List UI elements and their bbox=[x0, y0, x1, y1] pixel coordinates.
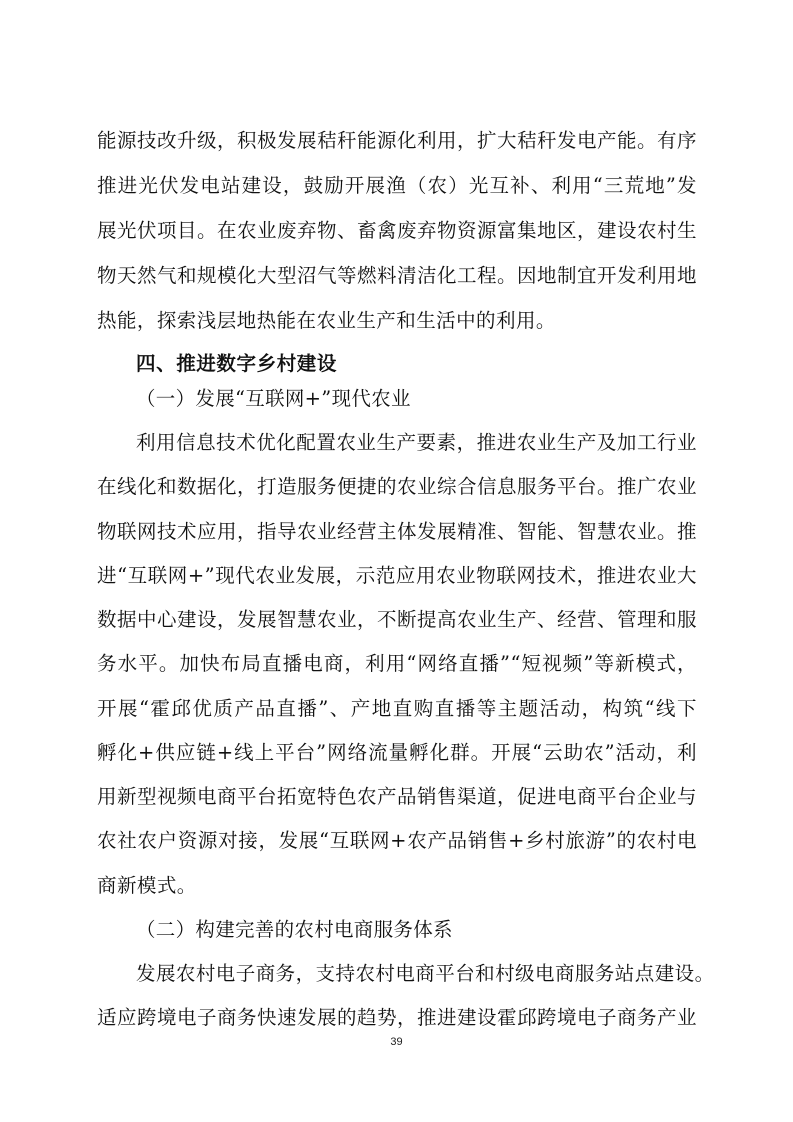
paragraph-line: 适应跨境电子商务快速发展的趋势，推进建设霍邱跨境电子商务产业 bbox=[97, 1006, 697, 1029]
paragraph-line: 孵化+供应链+线上平台”网络流量孵化群。开展“云助农”活动，利 bbox=[97, 741, 697, 764]
subsection-heading: （二）构建完善的农村电商服务体系 bbox=[136, 918, 453, 941]
paragraph-line: 发展农村电子商务，支持农村电商平台和村级电商服务站点建设。 bbox=[136, 962, 715, 985]
subsection-heading: （一）发展“互联网+”现代农业 bbox=[136, 387, 411, 410]
paragraph-line: 在线化和数据化，打造服务便捷的农业综合信息服务平台。推广农业 bbox=[97, 475, 697, 498]
paragraph-line: 开展“霍邱优质产品直播”、产地直购直播等主题活动，构筑“线下 bbox=[97, 697, 697, 720]
paragraph-line: 推进光伏发电站建设，鼓励开展渔（农）光互补、利用“三荒地”发 bbox=[97, 174, 697, 197]
paragraph-line: 数据中心建设，发展智慧农业，不断提高农业生产、经营、管理和服 bbox=[97, 608, 697, 631]
paragraph-line: 展光伏项目。在农业废弃物、畜禽废弃物资源富集地区，建设农村生 bbox=[97, 219, 697, 242]
paragraph-line: 热能，探索浅层地热能在农业生产和生活中的利用。 bbox=[97, 309, 556, 332]
paragraph-line: 农社农户资源对接，发展“互联网+农产品销售+乡村旅游”的农村电 bbox=[97, 829, 697, 852]
paragraph-line: 物联网技术应用，指导农业经营主体发展精准、智能、智慧农业。推 bbox=[97, 520, 697, 543]
paragraph-line: 进“互联网+”现代农业发展，示范应用农业物联网技术，推进农业大 bbox=[97, 564, 697, 587]
paragraph-line: 物天然气和规模化大型沼气等燃料清洁化工程。因地制宜开发利用地 bbox=[97, 264, 697, 287]
paragraph-line: 商新模式。 bbox=[97, 874, 197, 897]
paragraph-line: 用新型视频电商平台拓宽特色农产品销售渠道，促进电商平台企业与 bbox=[97, 785, 697, 808]
paragraph-line: 能源技改升级，积极发展秸秆能源化利用，扩大秸秆发电产能。有序 bbox=[97, 129, 697, 152]
paragraph-line: 利用信息技术优化配置农业生产要素，推进农业生产及加工行业 bbox=[136, 431, 697, 454]
paragraph-line: 务水平。加快布局直播电商，利用“网络直播”“短视频”等新模式， bbox=[97, 652, 697, 675]
page-number: 39 bbox=[390, 1036, 403, 1048]
section-heading: 四、推进数字乡村建设 bbox=[136, 352, 338, 375]
